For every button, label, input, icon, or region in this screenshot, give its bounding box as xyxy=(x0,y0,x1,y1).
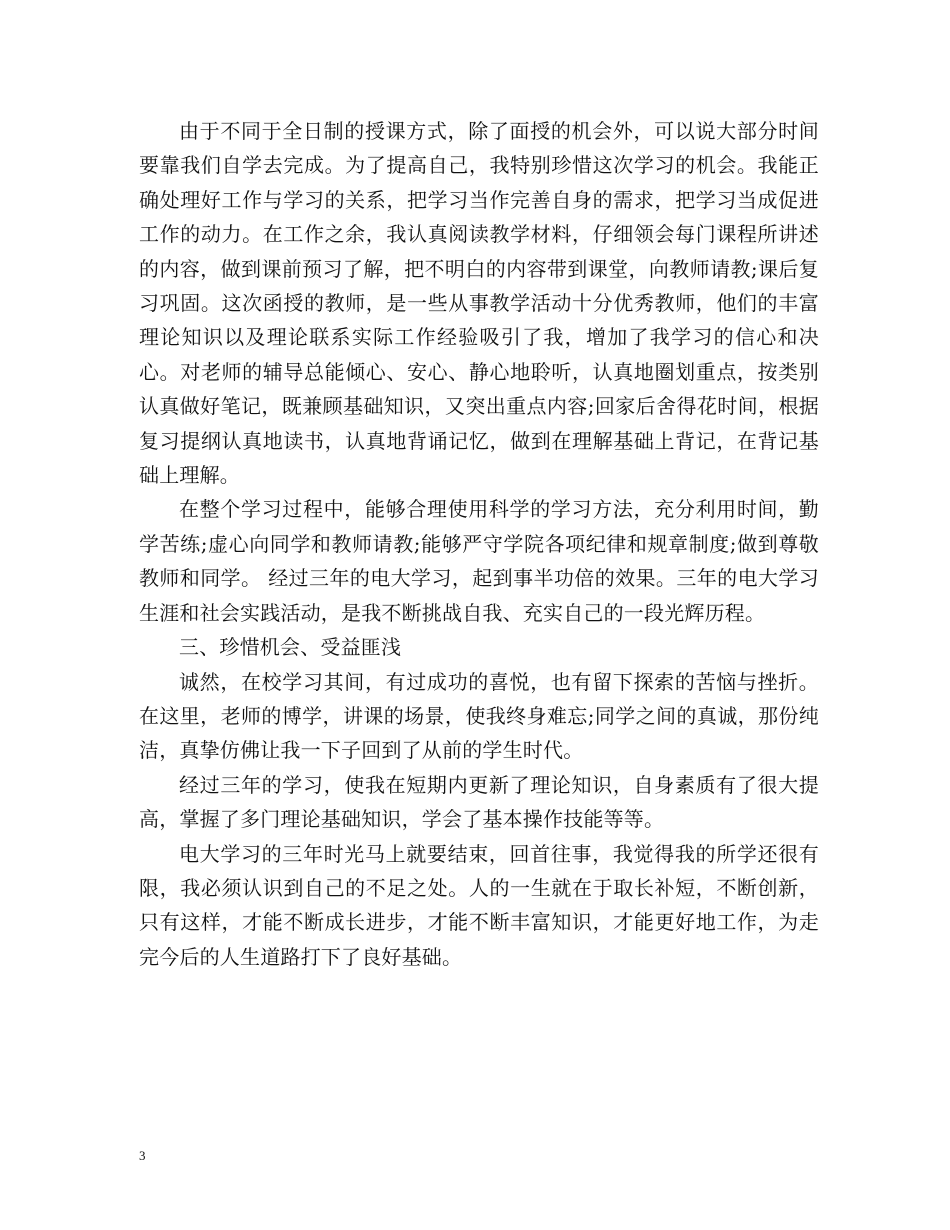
page-number: 3 xyxy=(139,1148,146,1163)
paragraph-learning-process: 在整个学习过程中，能够合理使用科学的学习方法，充分利用时间，勤学苦练;虚心向同学和教师请教;能够严守学院各项纪律和规章制度;做到尊敬教师和同学。 经过三年的电大学习，起到事半功倍的效果。三年的电大学习生涯和社会实践活动，是我不断挑战自我、充实自己的一段光辉历程。 xyxy=(139,497,819,625)
paragraph-knowledge-gained: 经过三年的学习，使我在短期内更新了理论知识，自身素质有了很大提高，掌握了多门理论基础知识，学会了基本操作技能等等。 xyxy=(139,772,819,832)
paragraph-campus-memories: 诚然，在校学习其间，有过成功的喜悦，也有留下探索的苦恼与挫折。在这里，老师的博学，讲课的场景，使我终身难忘;同学之间的真诚，那份纯洁，真挚仿佛让我一下子回到了从前的学生时代。 xyxy=(139,669,819,763)
document-body xyxy=(139,114,819,974)
section-heading: 三、珍惜机会、受益匪浅 xyxy=(179,635,402,660)
paragraph-conclusion: 电大学习的三年时光马上就要结束，回首往事，我觉得我的所学还很有限，我必须认识到自己的不足之处。人的一生就在于取长补短，不断创新，只有这样，才能不断成长进步，才能不断丰富知识，才能更好地工作，为走完今后的人生道路打下了良好基础。 xyxy=(139,841,819,969)
paragraph-self-study: 由于不同于全日制的授课方式，除了面授的机会外，可以说大部分时间要靠我们自学去完成。为了提高自己，我特别珍惜这次学习的机会。我能正确处理好工作与学习的关系，把学习当作完善自身的需求，把学习当成促进工作的动力。在工作之余，我认真阅读教学材料，仔细领会每门课程所讲述的内容，做到课前预习了解，把不明白的内容带到课堂，向教师请教;课后复习巩固。这次函授的教师，是一些从事教学活动十分优秀教师，他们的丰富理论知识以及理论联系实际工作经验吸引了我，增加了我学习的信心和决心。对老师的辅导总能倾心、安心、静心地聆听，认真地圈划重点，按类别认真做好笔记，既兼顾基础知识，又突出重点内容;回家后舍得花时间，根据复习提纲认真地读书，认真地背诵记忆，做到在理解基础上背记，在背记基础上理解。 xyxy=(139,119,819,488)
